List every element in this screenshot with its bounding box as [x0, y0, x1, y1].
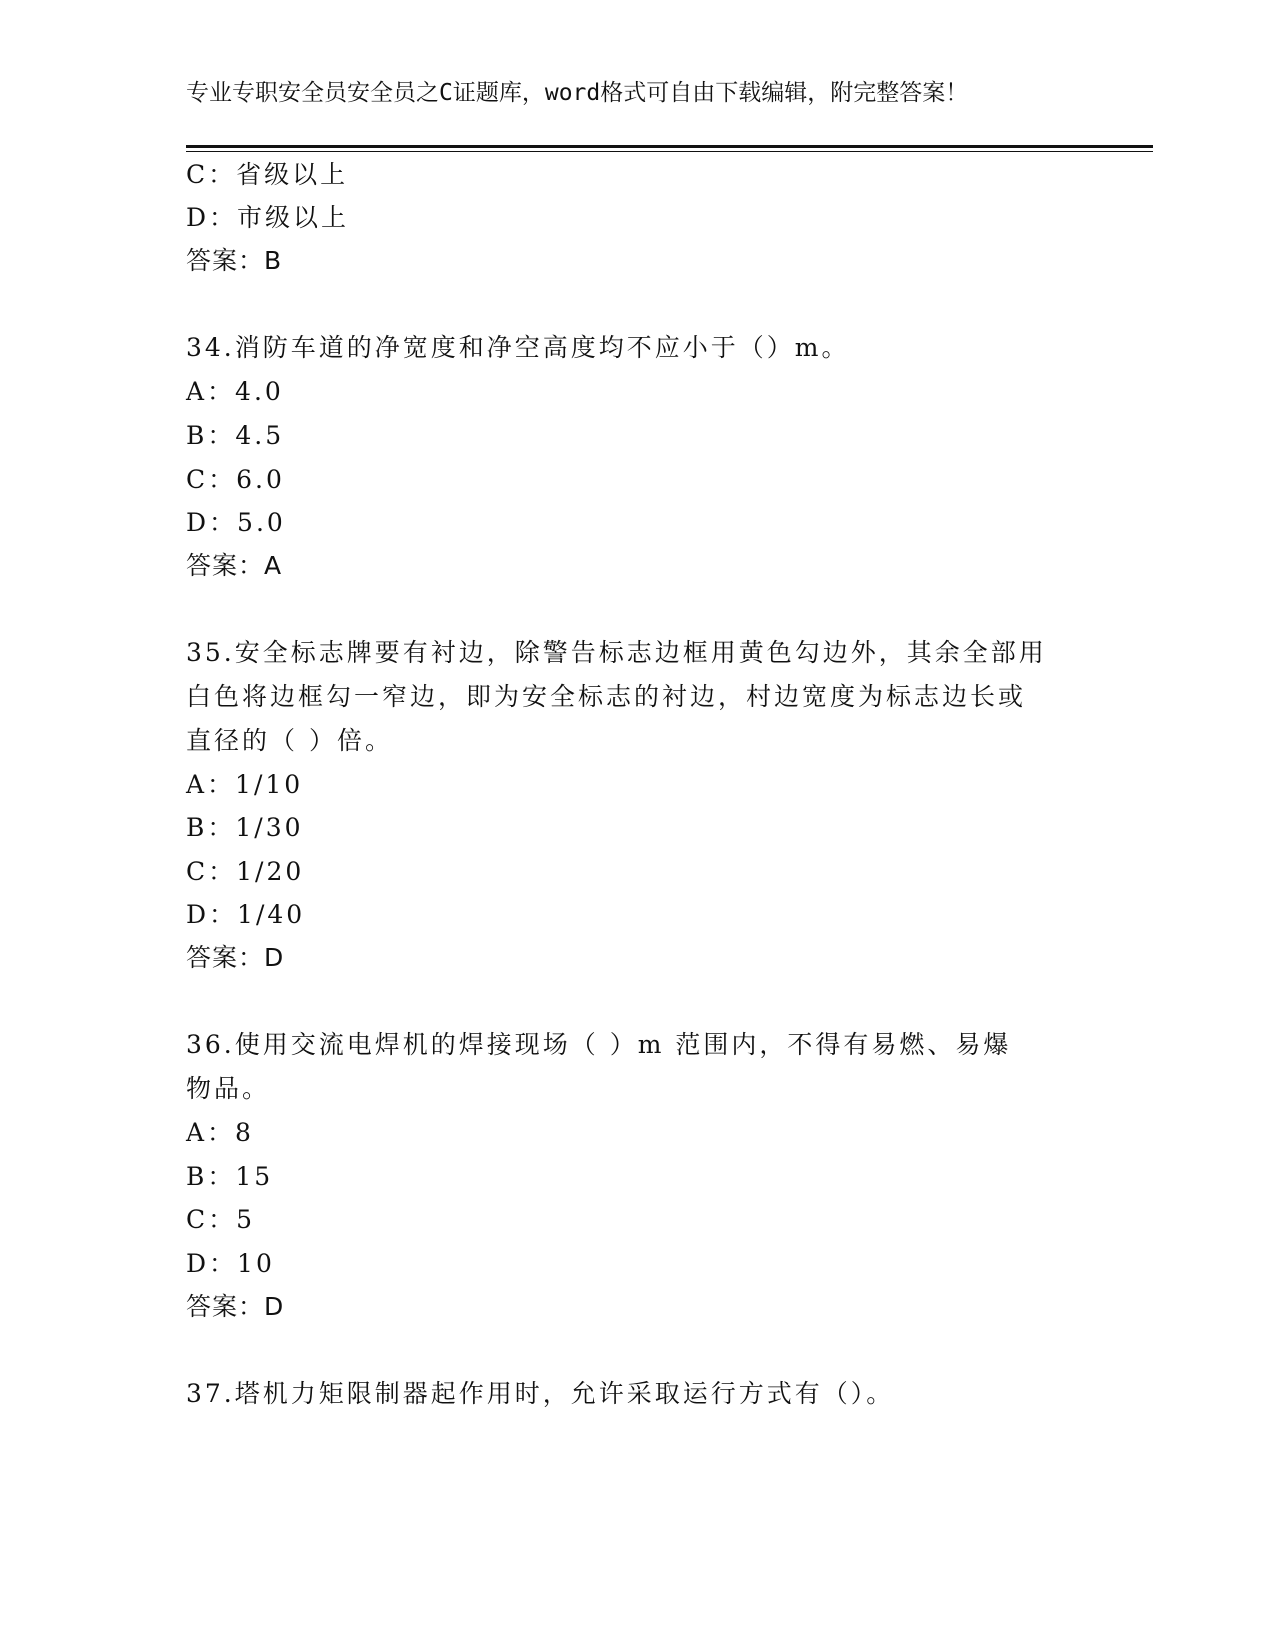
option-a: A：8 — [186, 1118, 254, 1147]
question-35-text: 35.安全标志牌要有衬边，除警告标志边框用黄色勾边外，其余全部用 — [186, 638, 1047, 667]
option-d: D：10 — [186, 1249, 275, 1278]
option-b: B：4.5 — [186, 421, 285, 450]
question-35-text: 白色将边框勾一窄边，即为安全标志的衬边，村边宽度为标志边长或 — [186, 682, 1027, 711]
option-d: D：1/40 — [186, 900, 306, 929]
question-37-text: 37.塔机力矩限制器起作用时，允许采取运行方式有（）。 — [186, 1379, 895, 1408]
answer-line: 答案：D — [186, 943, 285, 972]
option-d: D：市级以上 — [186, 203, 350, 232]
option-b: B：1/30 — [186, 813, 304, 842]
question-34-text: 34.消防车道的净宽度和净空高度均不应小于（）m。 — [186, 333, 850, 362]
option-c: C：1/20 — [186, 857, 305, 886]
option-a: A：1/10 — [186, 770, 304, 799]
header-rule-thick — [186, 145, 1153, 148]
question-36-text: 物品。 — [186, 1074, 271, 1103]
question-35-text: 直径的（ ）倍。 — [186, 726, 393, 755]
page-header: 专业专职安全员安全员之C证题库，word格式可自由下载编辑，附完整答案！ — [186, 80, 969, 106]
question-36-text: 36.使用交流电焊机的焊接现场（ ）m 范围内，不得有易燃、易爆 — [186, 1030, 1012, 1059]
answer-line: 答案：B — [186, 246, 283, 275]
option-c: C：5 — [186, 1205, 256, 1234]
option-c: C：省级以上 — [186, 160, 349, 189]
option-b: B：15 — [186, 1162, 274, 1191]
option-a: A：4.0 — [186, 377, 284, 406]
option-d: D：5.0 — [186, 508, 286, 537]
answer-line: 答案：A — [186, 551, 283, 580]
header-rule-thin — [186, 151, 1153, 152]
option-c: C：6.0 — [186, 465, 285, 494]
answer-line: 答案：D — [186, 1292, 285, 1321]
